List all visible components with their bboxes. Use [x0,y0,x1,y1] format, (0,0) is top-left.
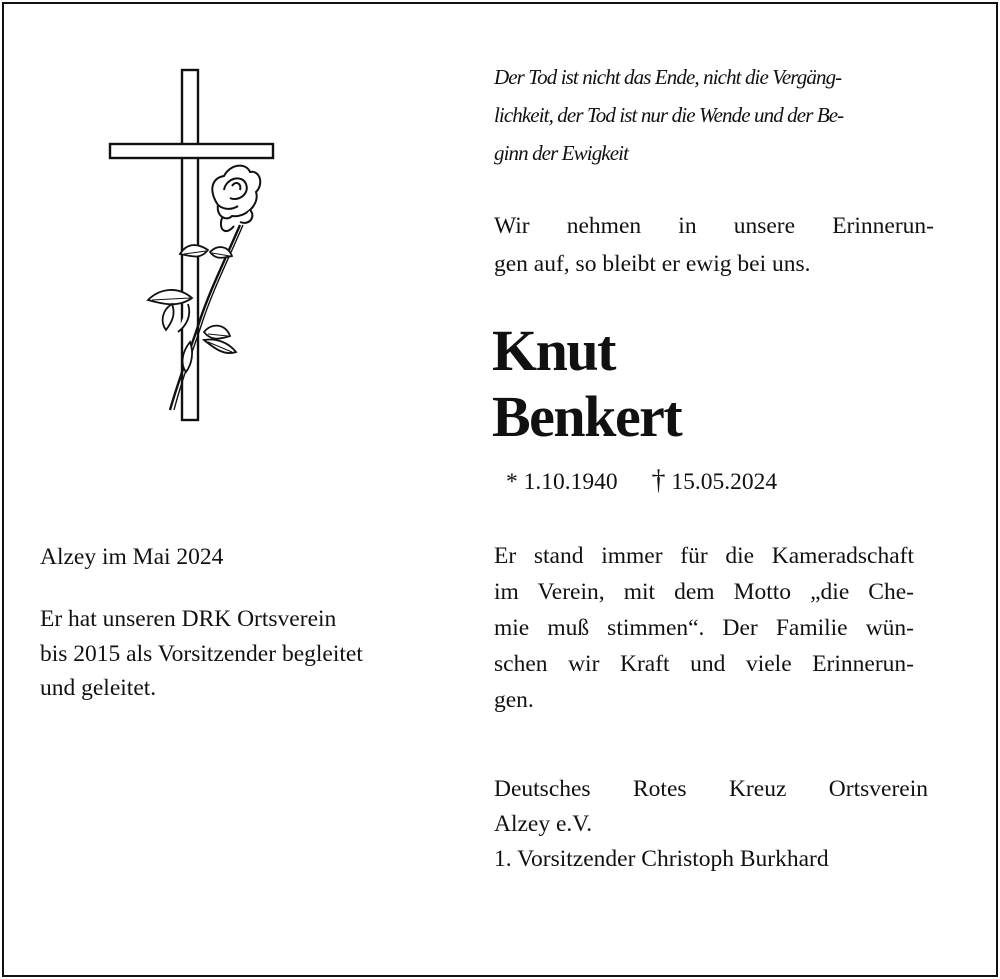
main-text-line: im Verein, mit dem Motto „die Che- [494,579,914,605]
quote-line: Der Tod ist nicht das Ende, nicht die Vergäng- [494,65,842,89]
birth-date: 1.10.1940 [523,469,618,495]
deceased-name [492,318,681,450]
birth-star-icon: * [506,469,518,495]
main-text-line: Er stand immer für die Kameradschaft [494,543,914,569]
left-text-line: und geleitet. [40,675,157,701]
cross-with-rose-icon [100,60,285,430]
quote-line: ginn der Ewigkeit [494,141,629,165]
intro-line: gen auf, so bleibt er ewig bei uns. [494,251,811,277]
left-text-line: bis 2015 als Vorsitzender begleitet [40,640,363,667]
main-text-line: mie muß stimmen“. Der Familie wün- [494,615,914,641]
signature-line: Alzey e.V. [494,811,593,837]
intro-line: Wir nehmen in unsere Erinnerun- [494,213,934,239]
death-date: 15.05.2024 [671,469,778,495]
left-text [40,602,440,706]
death-cross-icon: † [651,465,666,496]
signature-line: 1. Vorsitzender Christoph Burkhard [494,846,829,872]
last-name: Benkert [492,384,682,449]
quote [494,58,924,172]
life-dates [506,465,777,498]
left-text-line: Er hat unseren DRK Ortsverein [40,606,337,632]
first-name: Knut [492,318,615,383]
main-text [494,538,914,718]
main-text-line: gen. [494,687,534,713]
signature [494,772,928,877]
quote-line: lichkeit, der Tod ist nur die Wende und der Be- [494,103,844,127]
place-date: Alzey im Mai 2024 [40,544,224,570]
intro-text [494,207,934,283]
signature-line: Deutsches Rotes Kreuz Ortsverein [494,776,928,802]
main-text-line: schen wir Kraft und viele Erinnerun- [494,651,914,677]
